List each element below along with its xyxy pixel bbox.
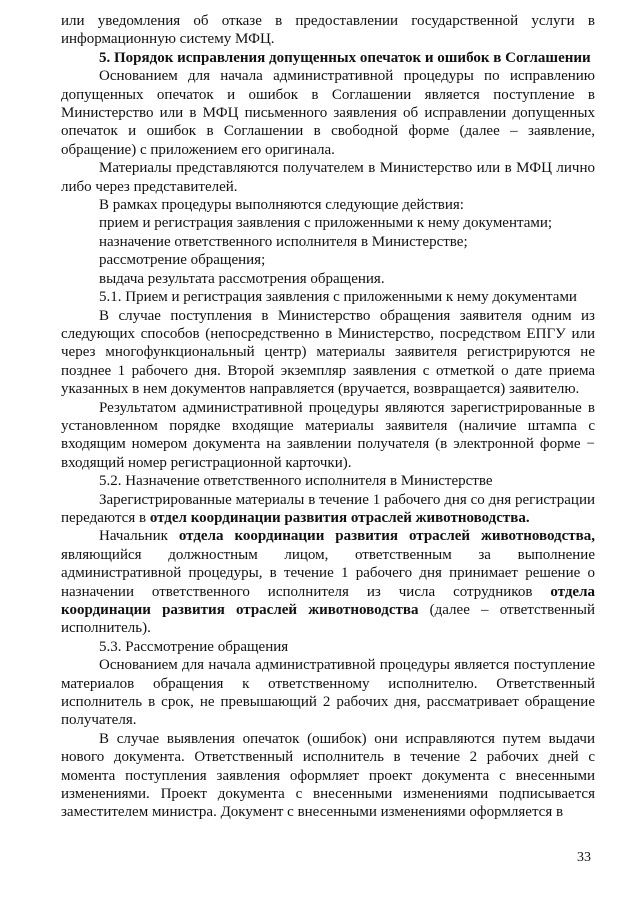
paragraph xyxy=(61,527,595,637)
paragraph xyxy=(61,491,595,528)
subsection-heading: 5.3. Рассмотрение обращения xyxy=(99,638,289,655)
subsection-heading: 5.2. Назначение ответственного исполнителя в Министерстве xyxy=(99,473,493,490)
paragraph: Основанием для начала административной процедуры является поступление материалов обращения к ответственному исполнителю. Ответственный исполнитель в срок, не превышающий 2 рабочих дня, рассматривает обращение получателя. xyxy=(61,657,595,729)
paragraph: Результатом административной процедуры являются зарегистрированные в установленном порядке входящие материалы заявителя (наличие штампа с входящим номером документа на заявлении получателя (в электронной форме − входящий номер регистрационной карточки). xyxy=(61,399,595,471)
paragraph-text: Зарегистрированные материалы в течение 1 рабочего дня со дня регистрации передаются в xyxy=(61,491,595,526)
paragraph: или уведомления об отказе в предоставлении государственной услуги в информационную систему МФЦ. xyxy=(61,13,595,48)
subsection-heading: 5.1. Прием и регистрация заявления с приложенными к нему документами xyxy=(99,289,577,306)
paragraph-text: Начальник xyxy=(99,528,179,545)
department-name: отдел координации развития отраслей животноводства. xyxy=(149,509,530,526)
section-heading: 5. Порядок исправления допущенных опечаток и ошибок в Соглашении xyxy=(99,49,591,66)
paragraph-text: (далее – ответственный исполнитель). xyxy=(61,602,595,637)
list-item: выдача результата рассмотрения обращения. xyxy=(99,270,385,287)
paragraph: В случае поступления в Министерство обращения заявителя одним из следующих способов (непосредственно в Министерство, посредством ЕПГУ или через многофункциональный центр) материалы заявителя регистрируются не позднее 1 рабочего дня. Второй экземпляр заявления с отметкой о дате приема указанных в нем документов направляется (вручается, возвращается) заявителю. xyxy=(61,307,595,398)
paragraph: В случае выявления опечаток (ошибок) они исправляются путем выдачи нового документа. Ответственный исполнитель в течение 2 рабочих дней с момента поступления заявления оформляет проект документа с внесенными изменениями. Проект документа с внесенными изменениями подписывается заместителем министра. Документ с внесенными изменениями оформляется в xyxy=(61,730,595,821)
page-number: 33 xyxy=(577,850,591,865)
list-item: рассмотрение обращения; xyxy=(99,252,266,269)
paragraph: Основанием для начала административной процедуры по исправлению допущенных опечаток и ошибок в Соглашении является поступление в Министерство или в МФЦ письменного заявления об исправлении допущенных опечаток и ошибок в Соглашении в свободной форме (далее – заявление, обращение) с приложением его оригинала. xyxy=(61,68,595,158)
body-text xyxy=(61,12,595,822)
paragraph-text: являющийся должностным лицом, ответственным за выполнение административной процедуры, в течение 1 рабочего дня принимает решение о назначении ответственного исполнителя из числа сотрудников xyxy=(61,546,595,600)
paragraph: Материалы представляются получателем в Министерство или в МФЦ лично либо через представителей. xyxy=(61,160,595,195)
department-name: отдела координации развития отраслей животноводства, xyxy=(178,528,595,545)
department-name: отдела координации развития отраслей животноводства xyxy=(61,583,595,618)
paragraph: В рамках процедуры выполняются следующие действия: xyxy=(99,197,464,214)
list-item: назначение ответственного исполнителя в Министерстве; xyxy=(99,233,468,250)
list-item: прием и регистрация заявления с приложенными к нему документами; xyxy=(99,215,553,232)
